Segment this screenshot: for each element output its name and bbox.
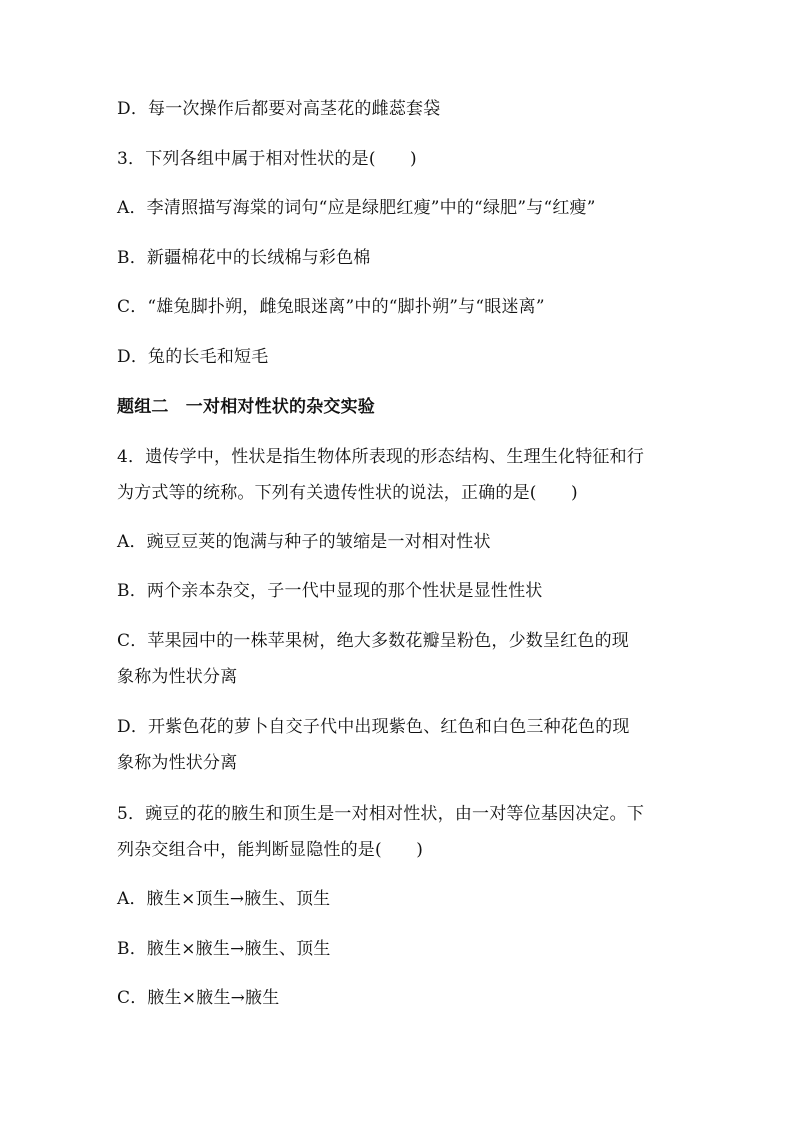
q3-option-d: D．兔的长毛和短毛 <box>117 347 269 367</box>
q4-option-d-line2: 象称为性状分离 <box>117 753 238 773</box>
q2-option-d: D．每一次操作后都要对高茎花的雌蕊套袋 <box>117 99 441 119</box>
q5-option-c: C．腋生×腋生→腋生 <box>117 988 280 1008</box>
q4-stem-line2: 为方式等的统称。下列有关遗传性状的说法，正确的是( ) <box>117 483 578 503</box>
q3-option-b: B．新疆棉花中的长绒棉与彩色棉 <box>117 248 371 268</box>
q5-stem-line1: 5．豌豆的花的腋生和顶生是一对相对性状，由一对等位基因决定。下 <box>117 804 645 824</box>
q4-option-c-line2: 象称为性状分离 <box>117 667 238 687</box>
q5-option-b: B．腋生×腋生→腋生、顶生 <box>117 939 331 959</box>
q5-option-a: A．腋生×顶生→腋生、顶生 <box>117 889 331 909</box>
q4-option-b: B．两个亲本杂交，子一代中显现的那个性状是显性性状 <box>117 581 543 601</box>
q4-option-d-line1: D．开紫色花的萝卜自交子代中出现紫色、红色和白色三种花色的现 <box>117 717 630 737</box>
section-heading: 题组二 一对相对性状的杂交实验 <box>117 397 375 417</box>
q4-stem-line1: 4．遗传学中，性状是指生物体所表现的形态结构、生理生化特征和行 <box>117 447 645 467</box>
q3-stem: 3．下列各组中属于相对性状的是( ) <box>117 149 417 169</box>
q3-option-a: A．李清照描写海棠的词句“应是绿肥红瘦”中的“绿肥”与“红瘦” <box>117 198 596 218</box>
q5-stem-line2: 列杂交组合中，能判断显隐性的是( ) <box>117 840 424 860</box>
q4-option-a: A．豌豆豆荚的饱满与种子的皱缩是一对相对性状 <box>117 532 491 552</box>
q3-option-c: C．“雄兔脚扑朔，雌兔眼迷离”中的“脚扑朔”与“眼迷离” <box>117 297 545 317</box>
q4-option-c-line1: C．苹果园中的一株苹果树，绝大多数花瓣呈粉色，少数呈红色的现 <box>117 631 630 651</box>
